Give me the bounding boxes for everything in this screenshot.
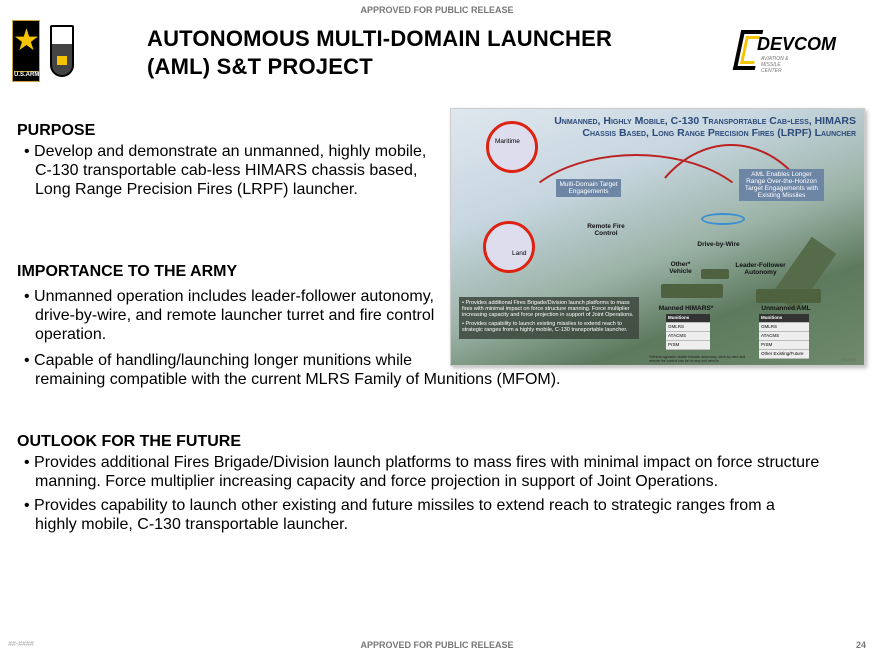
futures-command-shield-logo [50,25,74,77]
release-banner-bottom: APPROVED FOR PUBLIC RELEASE [360,640,514,650]
graphic-bullet: • Provides additional Fires Brigade/Division launch platforms to mass fires with minimal impact on force structure manning. Force multiplier increasing capacity and force projection in support of Joint Operations. [462,300,634,318]
land-circle [483,221,535,273]
outlook-section [17,433,857,539]
munition-item: Other Existing/Future [759,350,809,359]
devcom-logo [735,30,860,72]
outlook-bullet: • Provides capability to launch other existing and future missiles to extend reach to strategic ranges from a highly mobile, C-130 transportable launcher. [17,496,817,534]
importance-bullet: Capable of handling/launching longer munitions while remaining compatible with the current MLRS Family of Munitions (MFOM). [34,352,561,388]
graphic-bullets-box [459,297,639,339]
maritime-label: Maritime [495,138,520,145]
manned-himars-truck [661,284,723,298]
munition-item: GMLRS [666,323,710,332]
page-number: 24 [855,640,866,650]
aml-enables-box: AML Enables Longer Range Over-the-Horizon Target Engagements with Existing Missiles [739,169,824,201]
devcom-subtext: AVIATION & MISSILE CENTER [761,56,789,74]
purpose-heading: PURPOSE [17,122,96,139]
outlook-bullet: • Provides additional Fires Brigade/Division launch platforms to mass fires with minimal impact on force structure manning. Force multiplier increasing capacity and force projection in support of Joint Operations. [17,453,857,491]
remote-fire-label: Remote Fire Control [587,223,625,237]
munition-item: ATACMS [666,332,710,341]
release-banner-top: APPROVED FOR PUBLIC RELEASE [360,5,514,15]
us-army-logo [12,20,44,82]
army-logo-text: U.S.ARMY [14,72,44,78]
importance-bullet: • Unmanned operation includes leader-follower autonomy, drive-by-wire, and remote launcher turret and fire control operation. [17,287,442,344]
graphic-footnote: *Vehicle agnostic: leader follower autonomy, drive-by-wire and remote fire control can be on any unit vehicle [649,355,746,363]
land-label: Land [512,250,527,257]
purpose-section [17,122,442,204]
unmanned-aml-truck [756,289,821,303]
multi-domain-box: Multi-Domain Target Engagements [556,179,621,197]
unmanned-aml-label: Unmanned AML [761,305,811,312]
purpose-bullet: • Develop and demonstrate an unmanned, highly mobile, C-130 transportable cab-less HIMARS chassis based, Long Range Precision Fires (LRPF) launcher. [17,142,442,199]
graphic-title: Unmanned, Highly Mobile, C-130 Transportable Cab-less, HIMARS Chassis Based, Long Range Precision Fires (LRPF) Launcher [554,115,856,139]
munitions-header: Munitions [666,314,710,323]
slide-id: ##-#### [8,641,34,648]
importance-heading: IMPORTANCE TO THE ARMY [17,263,238,280]
graphic-code: 20-0018 [841,357,856,362]
manned-himars-label: Manned HIMARS* [658,305,714,312]
munition-item: GMLRS [759,323,809,332]
title-line-1: AUTONOMOUS MULTI-DOMAIN LAUNCHER [147,26,613,51]
maritime-circle [486,121,538,173]
munition-item: PrSM [666,341,710,350]
page-title [147,25,612,81]
leader-follower-label: Leader-Follower Autonomy [735,262,786,276]
munitions-header: Munitions [759,314,809,323]
munition-item: PrSM [759,341,809,350]
drive-by-wire-ring [701,213,745,225]
other-vehicle-truck [701,269,729,279]
aml-concept-graphic [450,108,865,366]
manned-munitions-table [666,314,710,350]
unmanned-munitions-table [759,314,809,359]
title-line-2: (AML) S&T PROJECT [147,54,373,79]
devcom-text: DEVCOM [757,34,837,54]
graphic-bullet: • Provides capability to launch existing missiles to extend reach to strategic ranges from a highly mobile, C-130 transportable launcher. [462,321,628,333]
outlook-heading: OUTLOOK FOR THE FUTURE [17,433,241,450]
drive-by-wire-label: Drive-by-Wire [697,241,740,248]
munition-item: ATACMS [759,332,809,341]
star-icon: ★ [13,24,40,57]
other-vehicle-label: Other* Vehicle [669,261,692,275]
